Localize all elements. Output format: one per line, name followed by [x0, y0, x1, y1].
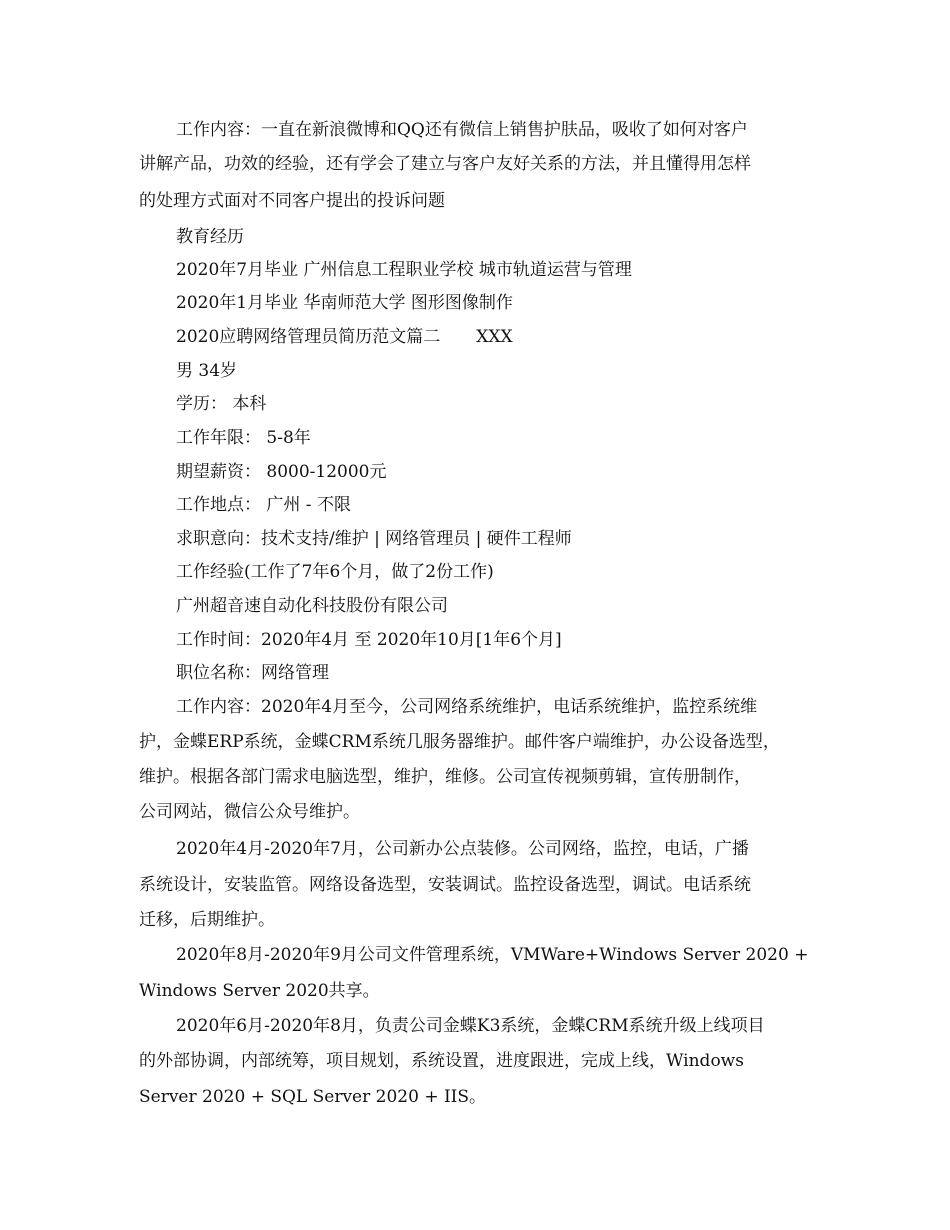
- company-name: 广州超音速自动化科技股份有限公司: [176, 596, 448, 616]
- education-entry: 2020年7月毕业 广州信息工程职业学校 城市轨道运营与管理: [176, 260, 632, 280]
- paragraph-line: 的处理方式面对不同客户提出的投诉问题: [139, 191, 445, 211]
- education-level: 学历： 本科: [176, 394, 267, 414]
- resume-title-line: [0, 325, 950, 349]
- work-period: 工作时间：2020年4月 至 2020年10月[1年6个月]: [176, 630, 562, 650]
- paragraph-line: Windows Server 2020共享。: [139, 981, 380, 1001]
- gender-age: 男 34岁: [176, 361, 238, 381]
- paragraph-line: 工作内容：一直在新浪微博和QQ还有微信上销售护肤品，吸收了如何对客户: [176, 120, 748, 140]
- job-intention: 求职意向：技术支持/维护 | 网络管理员 | 硬件工程师: [176, 529, 572, 549]
- paragraph-line: 2020年4月-2020年7月，公司新办公点装修。公司网络，监控，电话，广播: [176, 839, 749, 859]
- paragraph-line: 2020年8月-2020年9月公司文件管理系统，VMWare+Windows Server 2020 +: [176, 945, 809, 965]
- expected-salary: 期望薪资： 8000-12000元: [176, 462, 387, 482]
- work-experience-heading: 工作经验(工作了7年6个月，做了2份工作): [176, 562, 494, 582]
- candidate-name: XXX: [476, 327, 513, 347]
- paragraph-line: 工作内容：2020年4月至今，公司网络系统维护，电话系统维护，监控系统维: [176, 697, 758, 717]
- paragraph-line: 系统设计，安装监管。网络设备选型，安装调试。监控设备选型，调试。电话系统: [139, 875, 751, 895]
- work-location: 工作地点： 广州 - 不限: [176, 495, 351, 515]
- paragraph-line: 护，金蝶ERP系统，金蝶CRM系统几服务器维护。邮件客户端维护，办公设备选型，: [139, 732, 780, 752]
- section-heading-education: 教育经历: [176, 227, 244, 247]
- paragraph-line: Server 2020 + SQL Server 2020 + IIS。: [139, 1087, 487, 1107]
- position-title: 职位名称：网络管理: [176, 663, 329, 683]
- resume-title: 2020应聘网络管理员简历范文篇二: [176, 327, 441, 347]
- paragraph-line: 2020年6月-2020年8月，负责公司金蝶K3系统，金蝶CRM系统升级上线项目: [176, 1016, 765, 1036]
- paragraph-line: 迁移，后期维护。: [139, 910, 275, 930]
- paragraph-line: 维护。根据各部门需求电脑选型，维护，维修。公司宣传视频剪辑，宣传册制作，: [139, 767, 751, 787]
- education-entry: 2020年1月毕业 华南师范大学 图形图像制作: [176, 293, 513, 313]
- paragraph-line: 公司网站，微信公众号维护。: [139, 802, 360, 822]
- paragraph-line: 讲解产品，功效的经验，还有学会了建立与客户友好关系的方法，并且懂得用怎样: [139, 154, 751, 174]
- years-of-experience: 工作年限： 5-8年: [176, 428, 311, 448]
- paragraph-line: 的外部协调，内部统筹，项目规划，系统设置，进度跟进，完成上线，Windows: [139, 1051, 744, 1071]
